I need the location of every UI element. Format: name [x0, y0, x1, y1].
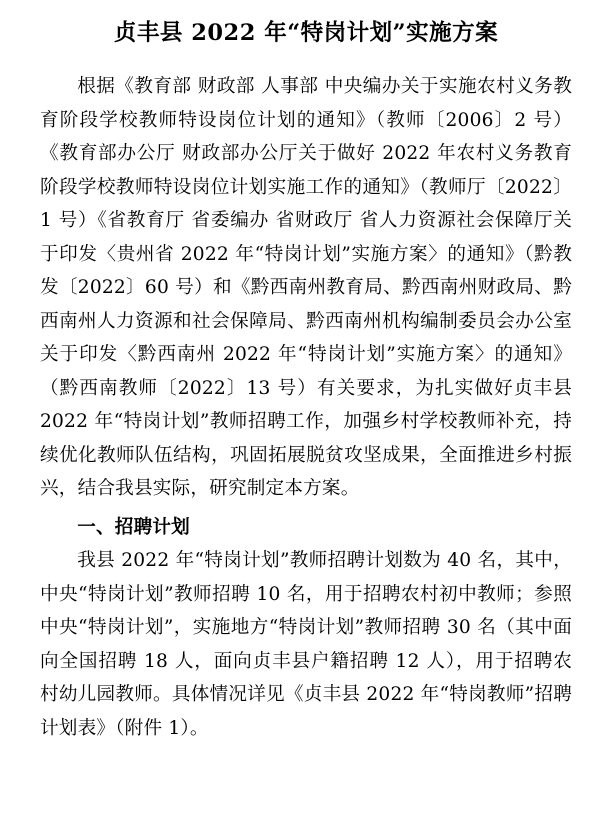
paragraph-basis: 根据《教育部 财政部 人事部 中央编办关于实施农村义务教育阶段学校教师特设岗位计划的通知》（教师〔2006〕2 号）《教育部办公厅 财政部办公厅关于做好 2022 年农村义务教育阶段学校教师特设岗位计划实施工作的通知》（教师厅〔2022〕1 号）《省教育厅 省委编办 省财政厅 省人力资源社会保障厅关于印发〈贵州省 2022 年“特岗计划”实施方案〉的通知》（黔教发〔2022〕60 号）和《黔西南州教育局、黔西南州财政局、黔西南州人力资源和社会保障局、黔西南州机构编制委员会办公室关于印发〈黔西南州 2022 年“特岗计划”实施方案〉的通知》（黔西南教师〔2022〕13 号）有关要求，为扎实做好贞丰县 2022 年“特岗计划”教师招聘工作，加强乡村学校教师补充，持续优化教师队伍结构，巩固拓展脱贫攻坚成果，全面推进乡村振兴，结合我县实际，研究制定本方案。 [40, 76, 572, 500]
paragraph-recruitment-plan: 我县 2022 年“特岗计划”教师招聘计划数为 40 名，其中，中央“特岗计划”教师招聘 10 名，用于招聘农村初中教师；参照中央“特岗计划”，实施地方“特岗计划”教师招聘 30 名（其中面向全国招聘 18 人，面向贞丰县户籍招聘 12 人），用于招聘农村幼儿园教师。具体情况详见《贞丰县 2022 年“特岗教师”招聘计划表》（附件 1）。 [40, 550, 572, 739]
page-title: 贞丰县 2022 年“特岗计划”实施方案 [113, 20, 499, 46]
heading-recruitment-plan: 一、招聘计划 [77, 516, 190, 538]
